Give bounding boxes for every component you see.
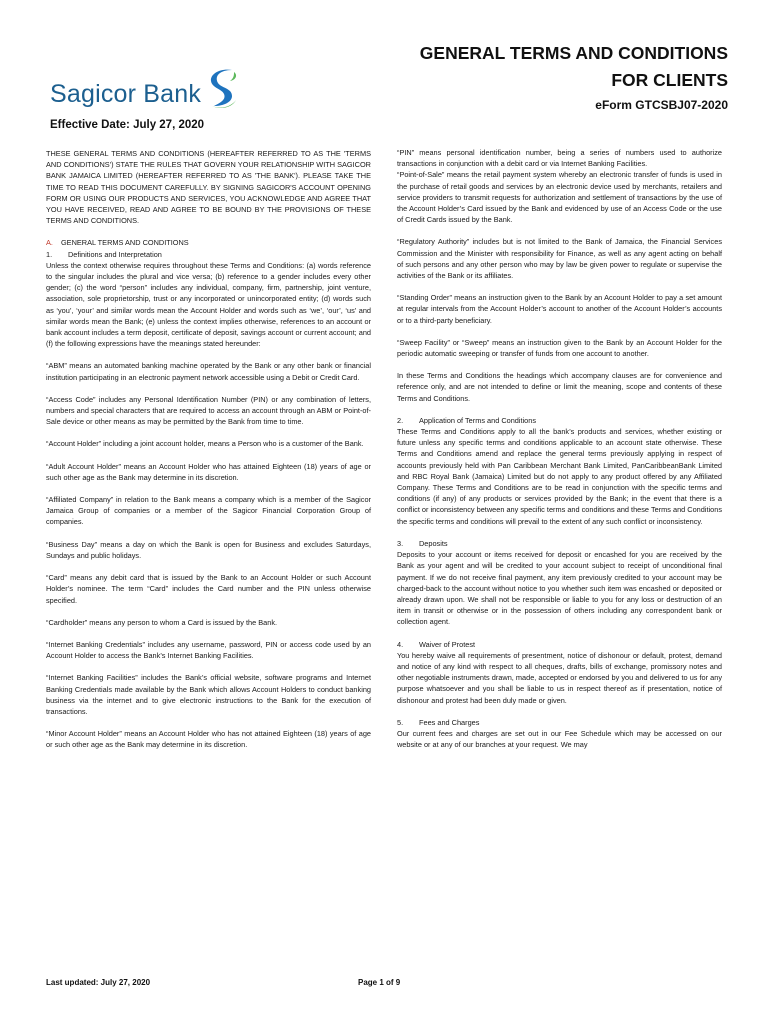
section-5-body: Our current fees and charges are set out in our Fee Schedule which may be accessed on our website or at any of our branches at your request. We may <box>397 728 722 750</box>
definition-item: “Internet Banking Credentials” includes any username, password, PIN or access code used by an Account Holder to access the Bank’s Internet Banking Facilities. <box>46 639 371 661</box>
section-5-heading <box>397 717 722 728</box>
left-column <box>46 148 371 751</box>
section-a-heading <box>46 237 371 248</box>
definition-item: “Affiliated Company” in relation to the Bank means a company which is a member of the Sagicor Jamaica Group of companies or a member of the Sagicor Financial Corporation Group of companies. <box>46 495 371 527</box>
eform-code: eForm GTCSBJ07-2020 <box>595 98 728 112</box>
section-1-title: Definitions and Interpretation <box>68 249 162 259</box>
effective-date: Effective Date: July 27, 2020 <box>50 119 205 131</box>
definitions-intro: Unless the context otherwise requires throughout these Terms and Conditions: (a) words reference to the singular includes the plural and vice versa; (b) reference to a gender includes every other gender; (c) the word “person” includes any individual, company, firm, partnership, joint venture, association, sole proprietorship, trust or any incorporated or unincorporated entity; (d) words such as ‘you’, ‘your’ and similar words mean the Account Holder and words such as ‘we’, ‘our’, ‘us’ and similar words mean the Bank; (e) unless the context implies otherwise, references to an account or bank account includes a term deposit, certificate of deposit, savings account or current account; and (f) the following expressions have the meanings stated hereunder: <box>46 260 371 349</box>
section-3-title: Deposits <box>419 538 448 548</box>
section-5-number: 5. <box>397 717 404 727</box>
intro-paragraph: THESE GENERAL TERMS AND CONDITIONS (HEREAFTER REFERRED TO AS THE 'TERMS AND CONDITIONS') STATE THE RULES THAT GOVERN YOUR RELATIONSHIP WITH SAGICOR BANK JAMAICA LIMITED (HEREAFTER REFERRED TO AS 'THE BANK'). PLEASE TAKE THE TIME TO READ THIS DOCUMENT CAREFULLY. BY SIGNING SAGICOR'S ACCOUNT OPENING FORM OR USING OUR PRODUCTS AND SERVICES, YOU ACKNOWLEDGE AND AGREE THAT YOU HAVE RECEIVED, READ AND AGREE TO BE BOUND BY THE PROVISIONS OF THESE TERMS AND CONDITIONS. <box>46 149 371 226</box>
section-4-heading <box>397 639 722 650</box>
section-a-title: GENERAL TERMS AND CONDITIONS <box>60 238 189 248</box>
definition-regulatory-authority: “Regulatory Authority” includes but is not limited to the Bank of Jamaica, the Financial Services Commission and the Minister with responsibility for Finance, as well as any agent acting on behalf of such persons and any other person who may by law be given power to regulate or supervise the activities of the Bank or its affiliates. <box>397 237 722 281</box>
definition-sweep: “Sweep Facility” or “Sweep” means an instruction given to the Bank by an Account Holder for the periodic automatic sweeping or transfer of funds from one account to another. <box>397 337 722 359</box>
section-1-number: 1. <box>46 249 53 259</box>
definition-pin: “PIN” means personal identification number, being a series of numbers used to authorize transactions in conjunction with a debit card or via Internet Banking Facilities. <box>397 148 722 169</box>
document-title-line-1: GENERAL TERMS AND CONDITIONS <box>419 43 728 63</box>
logo-wordmark: Sagicor Bank <box>50 80 202 108</box>
section-2-title: Application of Terms and Conditions <box>419 415 537 425</box>
section-3-heading <box>397 538 722 549</box>
document-title-line-2: FOR CLIENTS <box>611 70 728 90</box>
definition-item: “Account Holder” including a joint account holder, means a Person who is a customer of the Bank. <box>46 439 364 449</box>
section-1-heading <box>46 249 371 260</box>
sagicor-s-mark-icon <box>202 66 246 112</box>
definition-point-of-sale: “Point-of-Sale” means the retail payment system whereby an electronic transfer of funds is used in the purchase of retail goods and services by an electronic device used by merchants, retailers and service providers to transmit requests for authorization and settlement of transactions by the use of the Account Holder’s Card issued by the Bank and evidenced by use of an Access Code or the use of Credit Cards issued by the Bank. <box>397 170 722 225</box>
right-column <box>397 147 722 750</box>
definition-item: “Adult Account Holder” means an Account Holder who has attained Eighteen (18) years of age or such other age as the Bank may determine in its discretion. <box>46 461 371 482</box>
definition-item: “Card” means any debit card that is issued by the Bank to an Account Holder or such Account Holder’s nominee. The term “Card” includes the Card number and the PIN unless otherwise specified. <box>46 573 371 605</box>
definition-item: “ABM” means an automated banking machine operated by the Bank or any other bank or financial institution participating in an electronic payment network accessible using a Debit or Credit Card. <box>46 361 371 382</box>
definition-standing-order: “Standing Order” means an instruction given to the Bank by an Account Holder to pay a set amount at regular intervals from the Account Holder’s account to another of the Account Holder’s accounts or to a third-party beneficiary. <box>397 293 722 325</box>
sagicor-bank-logo <box>50 66 250 116</box>
section-4-body: You hereby waive all requirements of presentment, notice of dishonour or default, protest, demand and notice of any kind with respect to all cheques, drafts, bills of exchange, promissory notes and other negotiable instruments drawn, made, accepted or endorsed by you and delivered to us for any purpose whatsoever and you shall be liable to us in respect thereof as if presentation, notice of dishonour and protest had been duly made or given. <box>397 650 722 705</box>
footer-page-number: Page 1 of 9 <box>358 978 401 987</box>
document-title-block <box>420 40 728 112</box>
definition-item: “Internet Banking Facilities” includes the Bank’s official website, software programs and Internet Banking Credentials made available by the Bank which allows Account Holders to conduct banking business via the internet and to give electronic instructions to the Bank for the execution of transactions. <box>46 673 371 716</box>
section-4-title: Waiver of Protest <box>419 639 476 649</box>
section-5-title: Fees and Charges <box>419 717 480 727</box>
section-3-number: 3. <box>397 538 404 548</box>
section-2-number: 2. <box>397 415 404 425</box>
section-3-body: Deposits to your account or items received for deposit or encashed for you are received by the Bank as your agent and will be credited to your account subject to receipt of unconditional final payment. If we do not receive final payment, any item previously credited to your account may be charged-back to the account without notice to you whether such item was encashed or deposited or already drawn upon. We shall not be responsible or liable to you for any loss or destruction of an item in transit or otherwise or in the possession of others including any correspondent bank or collection agent. <box>397 550 722 627</box>
definition-item: “Business Day” means a day on which the Bank is open for Business and excludes Saturdays, Sundays and public holidays. <box>46 539 371 560</box>
headings-note: In these Terms and Conditions the headings which accompany clauses are for convenience and reference only, and are not intended to define or limit the meaning, scope and contents of these Terms and Conditions. <box>397 371 722 403</box>
section-a-letter: A. <box>46 238 53 248</box>
section-2-heading <box>397 415 722 426</box>
definition-item: “Access Code” includes any Personal Identification Number (PIN) or any combination of letters, numbers and special characters that are required to access an account through an ABM or Point-of-Sale device or other means as may be permitted by the Bank from time to time. <box>46 394 371 427</box>
definition-item: “Minor Account Holder” means an Account Holder who has not attained Eighteen (18) years of age or such other age as the Bank may determine in its discretion. <box>46 729 371 750</box>
footer-last-updated: Last updated: July 27, 2020 <box>46 978 151 987</box>
definition-item: “Cardholder” means any person to whom a Card is issued by the Bank. <box>46 617 278 627</box>
section-2-body: These Terms and Conditions apply to all the bank’s products and services, whether existing or future unless any specific terms and conditions applicable to an account state otherwise. These Terms and Conditions amend and replace the general terms previously applying in respect of accounts previously held with Pan Caribbean Merchant Bank Limited, PanCaribbeanBank Limited and RBC Royal Bank (Jamaica) Limited but do not apply to any product offered by any Affiliated Company. These Terms and Conditions are to be read in conjunction with the specific terms and conditions (if any) of any products or services provided by the Bank; in the event that there is a conflict or inconsistency between any specific terms and conditions and these Terms and Conditions the specific terms and conditions will prevail to the extent of any such conflict or inconsistency. <box>397 427 722 526</box>
section-4-number: 4. <box>397 639 404 649</box>
